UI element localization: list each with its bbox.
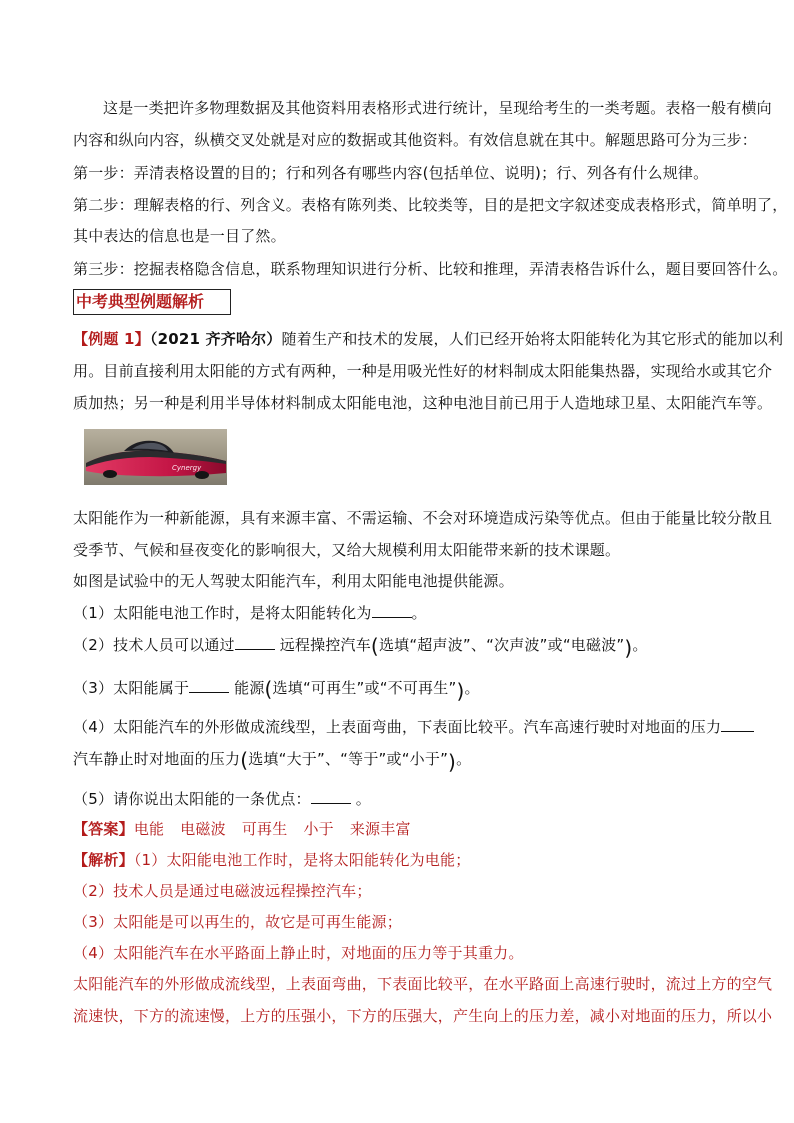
question-2-blank[interactable] <box>235 634 275 650</box>
intro-paragraph-line-2: 内容和纵向内容，纵横交叉处就是对应的数据或其他资料。有效信息就在其中。解题思路可分为三步： <box>73 131 758 149</box>
example-line-3: 质加热；另一种是利用半导体材料制成太阳能电池，这种电池目前已用于人造地球卫星、太阳能汽车等。 <box>73 394 773 412</box>
section-heading-box <box>73 289 231 315</box>
analysis-line-1-text: （1）太阳能电池工作时，是将太阳能转化为电能； <box>133 851 471 869</box>
question-4-period: 。 <box>456 750 472 768</box>
question-3-paren-close: ) <box>456 679 465 703</box>
question-2-period: 。 <box>632 636 648 654</box>
question-5-text: （5）请你说出太阳能的一条优点： <box>73 790 311 808</box>
question-3-hint: 选填“可再生”或“不可再生” <box>272 679 457 697</box>
question-2-hint: 选填“超声波”、“次声波”或“电磁波” <box>378 636 625 654</box>
paragraph-2-line-2: 受季节、气候和昼夜变化的影响很大，又给大规模利用太阳能带来新的技术课题。 <box>73 541 621 559</box>
analysis-line-3: （3）太阳能是可以再生的，故它是可再生能源； <box>73 913 402 931</box>
analysis-line-2: （2）技术人员是通过电磁波远程操控汽车； <box>73 882 372 900</box>
question-4-paren-close: ) <box>448 750 457 774</box>
question-1 <box>73 602 427 623</box>
answer-item-2: 电磁波 <box>180 820 226 838</box>
step-2-line-2: 其中表达的信息也是一目了然。 <box>73 227 286 245</box>
answer-item-5: 来源丰富 <box>349 820 411 838</box>
question-2-text: （2）技术人员可以通过 <box>73 636 235 654</box>
question-1-text: （1）太阳能电池工作时，是将太阳能转化为 <box>73 604 372 622</box>
question-3-text-b: 能源 <box>234 679 265 697</box>
analysis-tag: 【解析】 <box>73 851 134 869</box>
question-4-line-2 <box>73 747 472 774</box>
paragraph-2-line-1: 太阳能作为一种新能源，具有来源丰富、不需运输、不会对环境造成污染等优点。但由于能量比较分散且 <box>73 509 773 527</box>
question-1-blank[interactable] <box>372 602 412 618</box>
analysis-line-4: （4）太阳能汽车在水平路面上静止时，对地面的压力等于其重力。 <box>73 944 524 962</box>
question-2-paren-open: ( <box>370 634 379 658</box>
example-line-1-text: 随着生产和技术的发展，人们已经开始将太阳能转化为其它形式的能加以利 <box>281 330 784 348</box>
car-logo-text: Cynergy <box>172 464 202 472</box>
question-3-period: 。 <box>464 679 480 697</box>
question-4-hint: 选填“大于”、“等于”或“小于” <box>248 750 449 768</box>
question-3 <box>73 676 480 703</box>
answer-tag: 【答案】 <box>73 820 134 838</box>
step-1: 第一步：弄清表格设置的目的；行和列各有哪些内容(包括单位、说明)；行、列各有什么规律。 <box>73 164 709 182</box>
question-2-text-b: 远程操控汽车 <box>279 636 371 654</box>
step-2-line-1: 第二步：理解表格的行、列含义。表格有陈列类、比较类等，目的是把文字叙述变成表格形式，简单明了， <box>73 196 788 214</box>
example-line-2: 用。目前直接利用太阳能的方式有两种，一种是用吸光性好的材料制成太阳能集热器，实现给水或其它介 <box>73 362 773 380</box>
analysis-line-1 <box>73 850 470 870</box>
paragraph-3: 如图是试验中的无人驾驶太阳能汽车，利用太阳能电池提供能源。 <box>73 572 514 590</box>
question-2-paren-close: ) <box>624 636 633 660</box>
question-3-blank[interactable] <box>189 677 229 693</box>
section-heading: 中考典型例题解析 <box>76 292 205 311</box>
question-5-end: 。 <box>355 790 371 808</box>
question-4-paren-open: ( <box>240 748 249 772</box>
analysis-line-5: 太阳能汽车的外形做成流线型，上表面弯曲，下表面比较平，在水平路面上高速行驶时，流过上方的空气 <box>73 975 773 993</box>
answer-item-3: 可再生 <box>241 820 288 838</box>
question-3-text: （3）太阳能属于 <box>73 679 190 697</box>
step-3: 第三步：挖掘表格隐含信息，联系物理知识进行分析、比较和推理，弄清表格告诉什么，题目要回答什么。 <box>73 260 788 278</box>
example-tag: 【例题 1】 <box>73 330 150 348</box>
question-2 <box>73 633 648 660</box>
question-4-blank[interactable] <box>721 716 754 732</box>
intro-paragraph-line-1: 这是一类把许多物理数据及其他资料用表格形式进行统计，呈现给考生的一类考题。表格一般有横向 <box>103 99 772 117</box>
example-line-1 <box>73 329 783 349</box>
question-4-text-b: 汽车静止时对地面的压力 <box>73 750 241 768</box>
question-4-line-1 <box>73 716 754 737</box>
answer-item-4: 小于 <box>303 820 334 838</box>
question-1-end: 。 <box>411 604 427 622</box>
answer-item-1: 电能 <box>133 820 165 838</box>
question-5-blank[interactable] <box>311 788 351 804</box>
example-source: （2021 齐齐哈尔） <box>149 330 282 348</box>
analysis-line-6: 流速快，下方的流速慢，上方的压强小，下方的压强大，产生向上的压力差，减小对地面的压力，所以小 <box>73 1007 773 1025</box>
question-4-text: （4）太阳能汽车的外形做成流线型，上表面弯曲，下表面比较平。汽车高速行驶时对地面的压力 <box>73 718 722 736</box>
solar-car-photo <box>84 429 227 485</box>
question-3-paren-open: ( <box>264 677 273 701</box>
answer-line <box>73 819 411 839</box>
question-5 <box>73 788 371 809</box>
